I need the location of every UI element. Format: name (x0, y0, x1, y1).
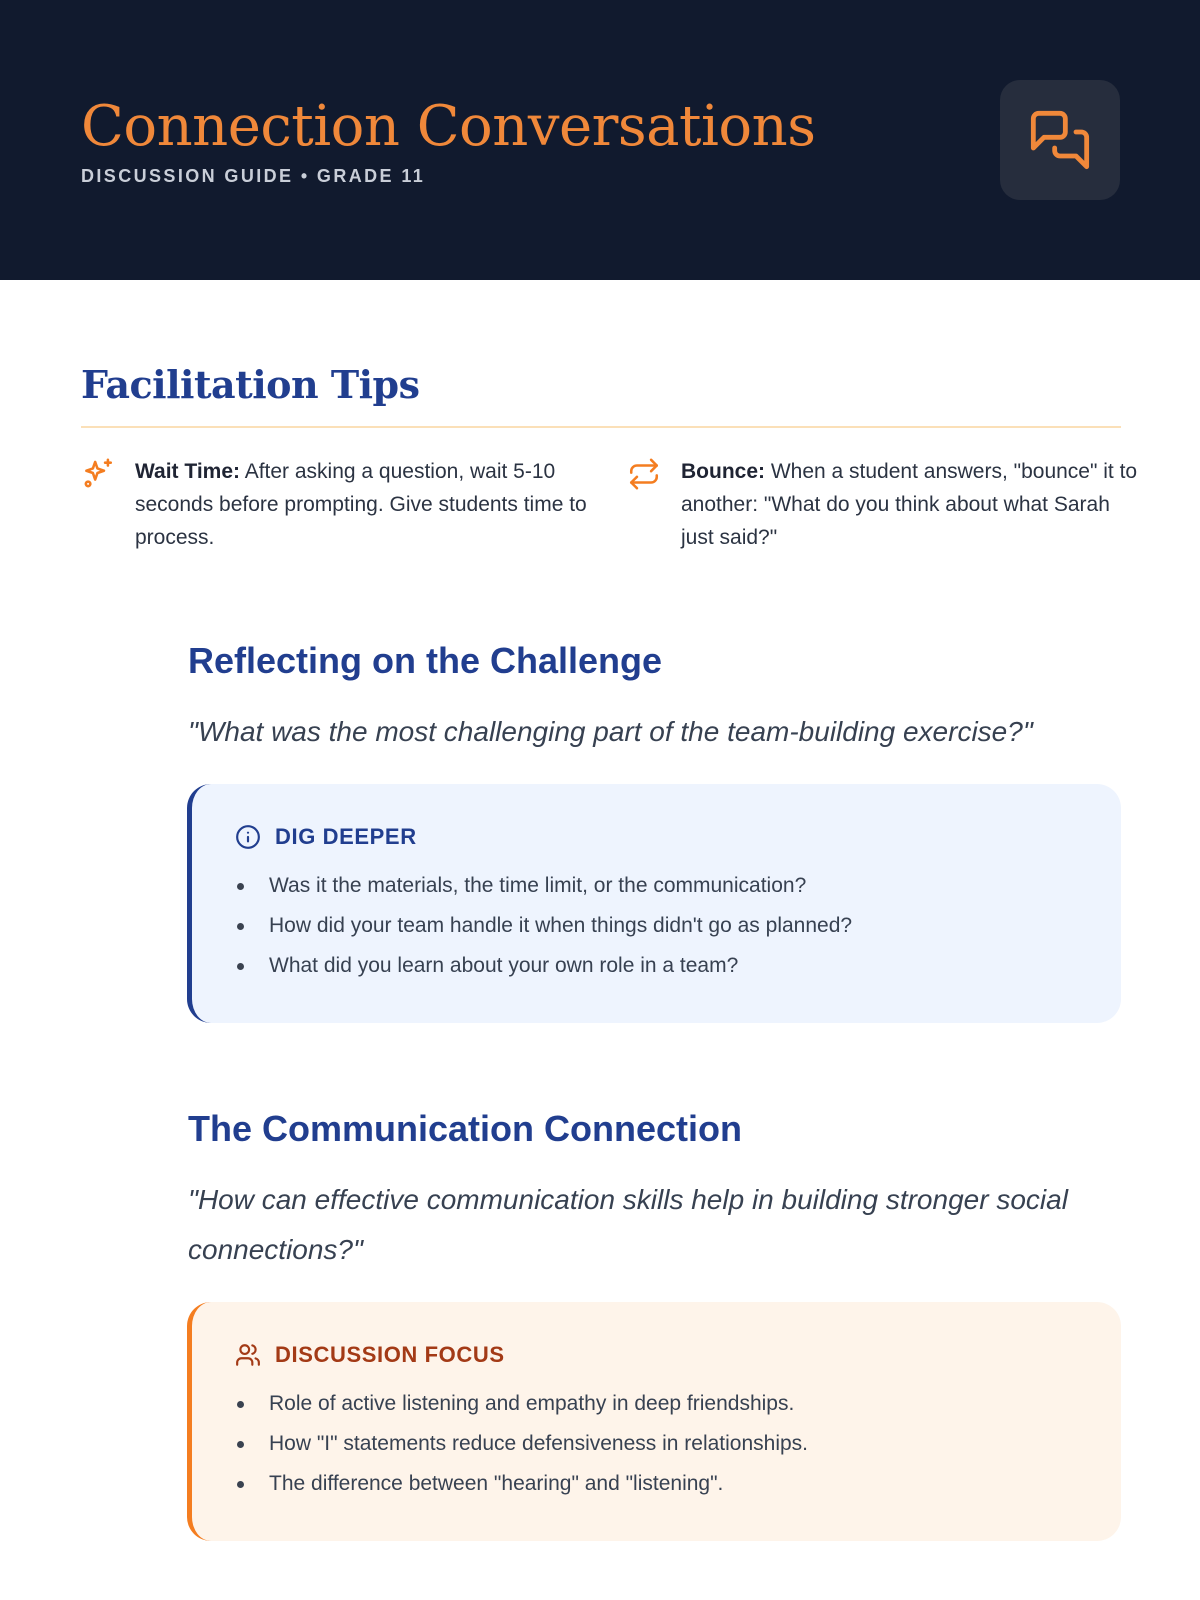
callout-heading (235, 1342, 505, 1368)
callout-heading-label: DISCUSSION FOCUS (275, 1342, 505, 1367)
page-header (0, 0, 1200, 280)
dig-deeper-list (235, 866, 1091, 986)
tip-wait-time (135, 455, 595, 554)
section-question-communication: "How can effective communication skills help in building stronger social connections?" (188, 1184, 1068, 1265)
info-icon (235, 824, 261, 850)
discussion-focus-callout (187, 1302, 1121, 1541)
callout-heading (235, 824, 417, 850)
sparkle-icon (81, 457, 115, 491)
list-item: Was it the materials, the time limit, or the communication? (235, 866, 1091, 906)
tip-text: When a student answers, "bounce" it to another: "What do you think about what Sarah just said?" (681, 460, 1138, 549)
list-item: How "I" statements reduce defensiveness in relationships. (235, 1424, 1091, 1464)
page-subtitle: DISCUSSION GUIDE • GRADE 11 (81, 166, 426, 186)
tip-text: After asking a question, wait 5-10 seconds before prompting. Give students time to process. (135, 460, 587, 549)
page-title: Connection Conversations (81, 94, 816, 159)
users-icon (235, 1342, 261, 1368)
list-item: What did you learn about your own role in a team? (235, 946, 1091, 986)
callout-heading-label: DIG DEEPER (275, 824, 417, 849)
facilitation-tips-heading: Facilitation Tips (81, 362, 420, 407)
tip-bounce (681, 455, 1141, 554)
list-item: Role of active listening and empathy in deep friendships. (235, 1384, 1091, 1424)
header-badge (1000, 80, 1120, 200)
list-item: The difference between "hearing" and "listening". (235, 1464, 1091, 1504)
tip-label: Bounce: (681, 460, 765, 483)
section-question-challenge: "What was the most challenging part of the team-building exercise?" (188, 716, 1033, 747)
tip-label: Wait Time: (135, 460, 241, 483)
discussion-focus-list (235, 1384, 1091, 1504)
chat-bubbles-icon (1028, 108, 1092, 172)
dig-deeper-callout (187, 784, 1121, 1023)
section-title-challenge: Reflecting on the Challenge (188, 640, 663, 681)
repeat-arrows-icon (627, 457, 661, 491)
list-item: How did your team handle it when things didn't go as planned? (235, 906, 1091, 946)
section-divider (81, 426, 1121, 428)
section-title-communication: The Communication Connection (188, 1108, 742, 1149)
